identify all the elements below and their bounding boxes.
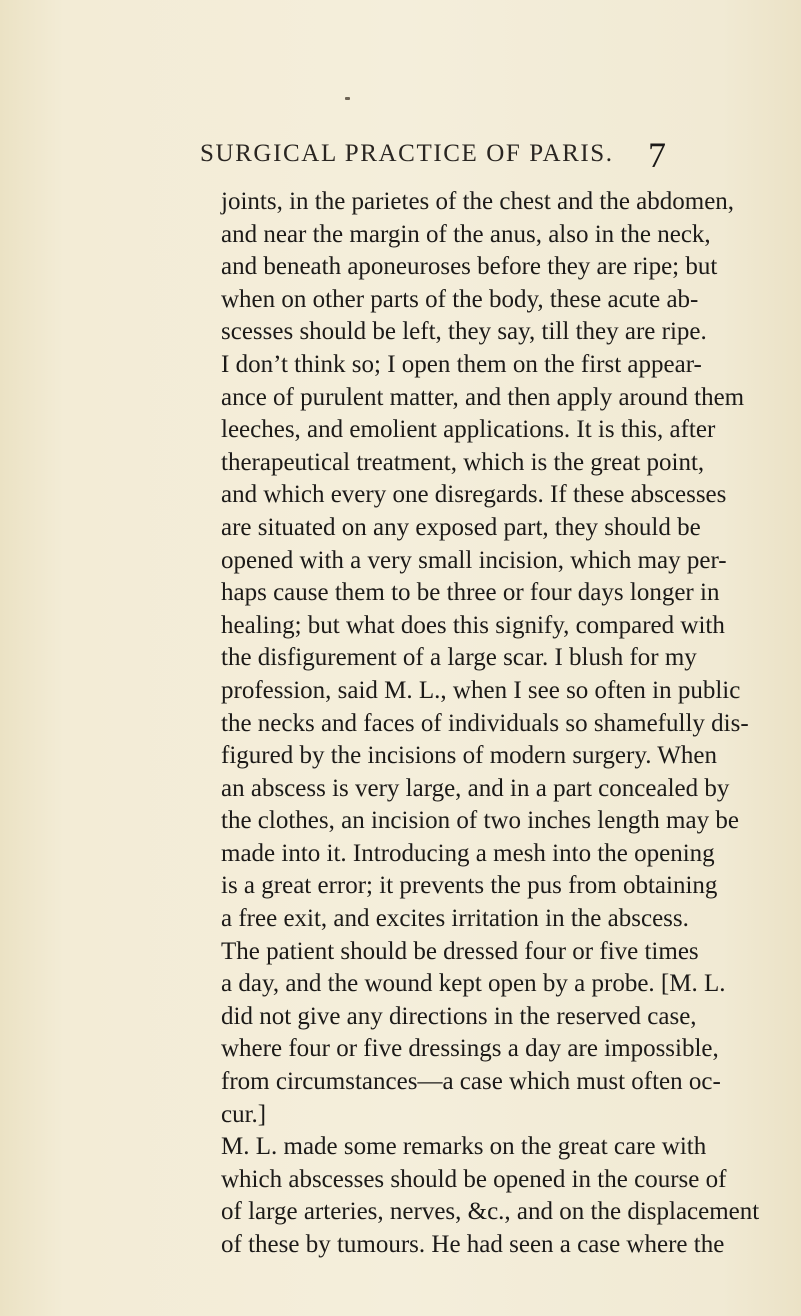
text-line: the disfigurement of a large scar. I blush for my <box>221 644 697 672</box>
text-line: scesses should be left, they say, till they are ripe. <box>221 318 707 346</box>
text-line: joints, in the parietes of the chest and the abdomen, <box>221 188 735 215</box>
text-line: leeches, and emolient applications. It is this, after <box>221 416 716 444</box>
text-line: ance of purulent matter, and then apply around them <box>221 383 745 411</box>
stray-ink-mark <box>345 97 350 100</box>
text-line: a day, and the wound kept open by a probe. [M. L. <box>221 970 726 998</box>
text-line: the clothes, an incision of two inches length may be <box>221 807 739 835</box>
text-line: the necks and faces of individuals so shamefully dis- <box>221 709 749 737</box>
text-line: of these by tumours. He had seen a case where the <box>221 1231 725 1258</box>
text-line: did not give any directions in the reserved case, <box>221 1002 697 1030</box>
text-line: made into it. Introducing a mesh into the opening <box>221 839 715 867</box>
text-line: and beneath aponeuroses before they are ripe; but <box>221 253 718 281</box>
text-line: figured by the incisions of modern surgery. When <box>221 742 717 770</box>
body-text <box>221 186 760 1262</box>
text-line: which abscesses should be opened in the course of <box>221 1165 727 1193</box>
text-line: I don’t think so; I open them on the first appear- <box>221 350 702 378</box>
text-line: a free exit, and excites irritation in the abscess. <box>221 905 689 933</box>
text-line: M. L. made some remarks on the great care with <box>221 1133 707 1161</box>
text-line: therapeutical treatment, which is the great point, <box>221 448 705 476</box>
text-line: of large arteries, nerves, &c., and on the displacement <box>221 1198 760 1226</box>
text-line: profession, said M. L., when I see so often in public <box>221 676 741 704</box>
text-line: where four or five dressings a day are impossible, <box>221 1035 719 1063</box>
text-line: are situated on any exposed part, they should be <box>221 513 701 541</box>
page-number: 7 <box>648 135 666 175</box>
text-line: cur.] <box>221 1100 267 1128</box>
text-line: The patient should be dressed four or five times <box>221 937 699 965</box>
text-line: and which every one disregards. If these abscesses <box>221 481 727 509</box>
page-header <box>0 135 801 175</box>
text-line: haps cause them to be three or four days longer in <box>221 579 720 607</box>
text-line: opened with a very small incision, which may per- <box>221 546 727 574</box>
text-line: an abscess is very large, and in a part concealed by <box>221 774 730 802</box>
text-line: healing; but what does this signify, compared with <box>221 611 725 639</box>
text-line: when on other parts of the body, these acute ab- <box>221 285 699 313</box>
text-line: and near the margin of the anus, also in the neck, <box>221 220 711 248</box>
text-line: is a great error; it prevents the pus from obtaining <box>221 872 718 900</box>
running-title: SURGICAL PRACTICE OF PARIS. <box>200 140 614 167</box>
text-line: from circumstances—a case which must often oc- <box>221 1068 721 1096</box>
